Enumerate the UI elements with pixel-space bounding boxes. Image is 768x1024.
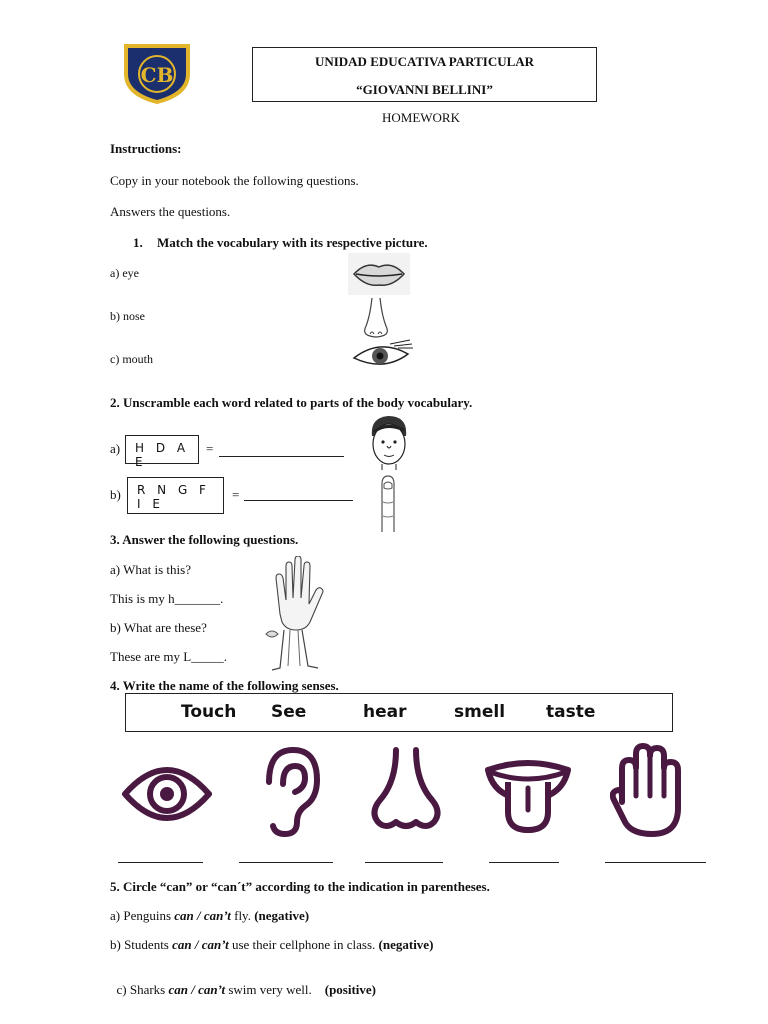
- doc-type: HOMEWORK: [382, 110, 460, 125]
- q1-item-nose: b) nose: [110, 309, 145, 323]
- head-picture: [366, 414, 412, 475]
- sense-answer-line-4[interactable]: [489, 862, 559, 863]
- q5-item-b: b) Students can / can’t use their cellphone in class. (negative): [110, 937, 434, 952]
- q2-a-letters: H D A E: [135, 441, 190, 469]
- sense-word-hear: hear: [363, 702, 407, 722]
- school-name-line1: UNIDAD EDUCATIVA PARTICULAR: [314, 54, 535, 69]
- q2-a-equals: =: [206, 441, 214, 456]
- lips-icon: [348, 253, 410, 300]
- hand-legs-picture: [262, 556, 332, 677]
- q3-b-question: b) What are these?: [110, 620, 207, 635]
- q2-b-answer-line[interactable]: [244, 500, 353, 501]
- eye-icon: [121, 742, 213, 845]
- q1-item-eye: a) eye: [110, 266, 139, 280]
- sense-word-smell: smell: [454, 702, 506, 722]
- sense-word-touch: Touch: [181, 702, 237, 722]
- q2-b-letters: R N G F I E: [137, 483, 210, 511]
- instruction-line-2: Answers the questions.: [110, 204, 231, 219]
- q2-title: 2. Unscramble each word related to parts of the body vocabulary.: [110, 395, 473, 410]
- sense-answer-line-3[interactable]: [365, 862, 443, 863]
- logo-letters: CB: [140, 63, 174, 87]
- q2-a-letters-box: [125, 435, 199, 469]
- sense-word-see: See: [271, 702, 307, 722]
- instruction-line-1: Copy in your notebook the following questions.: [110, 173, 359, 188]
- q2-a-answer-line[interactable]: [219, 456, 344, 457]
- q5-b-choice[interactable]: can / can’t: [172, 937, 229, 952]
- q3-a-question: a) What is this?: [110, 562, 191, 577]
- school-header-box: [252, 47, 597, 102]
- q2-a-label: a): [110, 441, 121, 456]
- sense-answer-line-2[interactable]: [239, 862, 333, 863]
- q5-title: 5. Circle “can” or “can´t” according to the indication in parentheses.: [110, 879, 490, 894]
- q5-item-c: c) Sharks can / can’t swim very well. (positive): [116, 982, 377, 997]
- school-name-line2: “GIOVANNI BELLINI”: [356, 82, 493, 97]
- q1-item-mouth: c) mouth: [110, 352, 153, 366]
- q5-item-a: a) Penguins can / can’t fly. (negative): [110, 908, 310, 923]
- tongue-icon: [482, 742, 574, 845]
- school-logo: [116, 40, 198, 106]
- q3-title: 3. Answer the following questions.: [110, 532, 299, 547]
- q2-b-label: b): [110, 487, 121, 502]
- q4-title: 4. Write the name of the following senses.: [110, 678, 339, 693]
- q2-b-letters-box: [127, 477, 224, 514]
- sense-answer-line-1[interactable]: [118, 862, 203, 863]
- hand-icon: [610, 742, 686, 845]
- q1-number: 1.: [133, 235, 143, 250]
- q3-b-answer[interactable]: These are my L_____.: [110, 649, 227, 664]
- senses-word-bank: [125, 693, 673, 732]
- nose-icon: [366, 742, 446, 845]
- eye-picture: [350, 338, 414, 379]
- finger-picture: [374, 474, 402, 539]
- q3-a-answer[interactable]: This is my h_______.: [110, 591, 224, 606]
- sense-word-taste: taste: [546, 702, 596, 722]
- q1-title: Match the vocabulary with its respective picture.: [157, 235, 428, 250]
- ear-icon: [255, 742, 325, 845]
- q5-a-choice[interactable]: can / can’t: [174, 908, 231, 923]
- sense-answer-line-5[interactable]: [605, 862, 706, 863]
- q5-c-choice[interactable]: can / can’t: [168, 982, 226, 997]
- instructions-label: Instructions:: [110, 141, 182, 156]
- q2-b-equals: =: [232, 487, 240, 502]
